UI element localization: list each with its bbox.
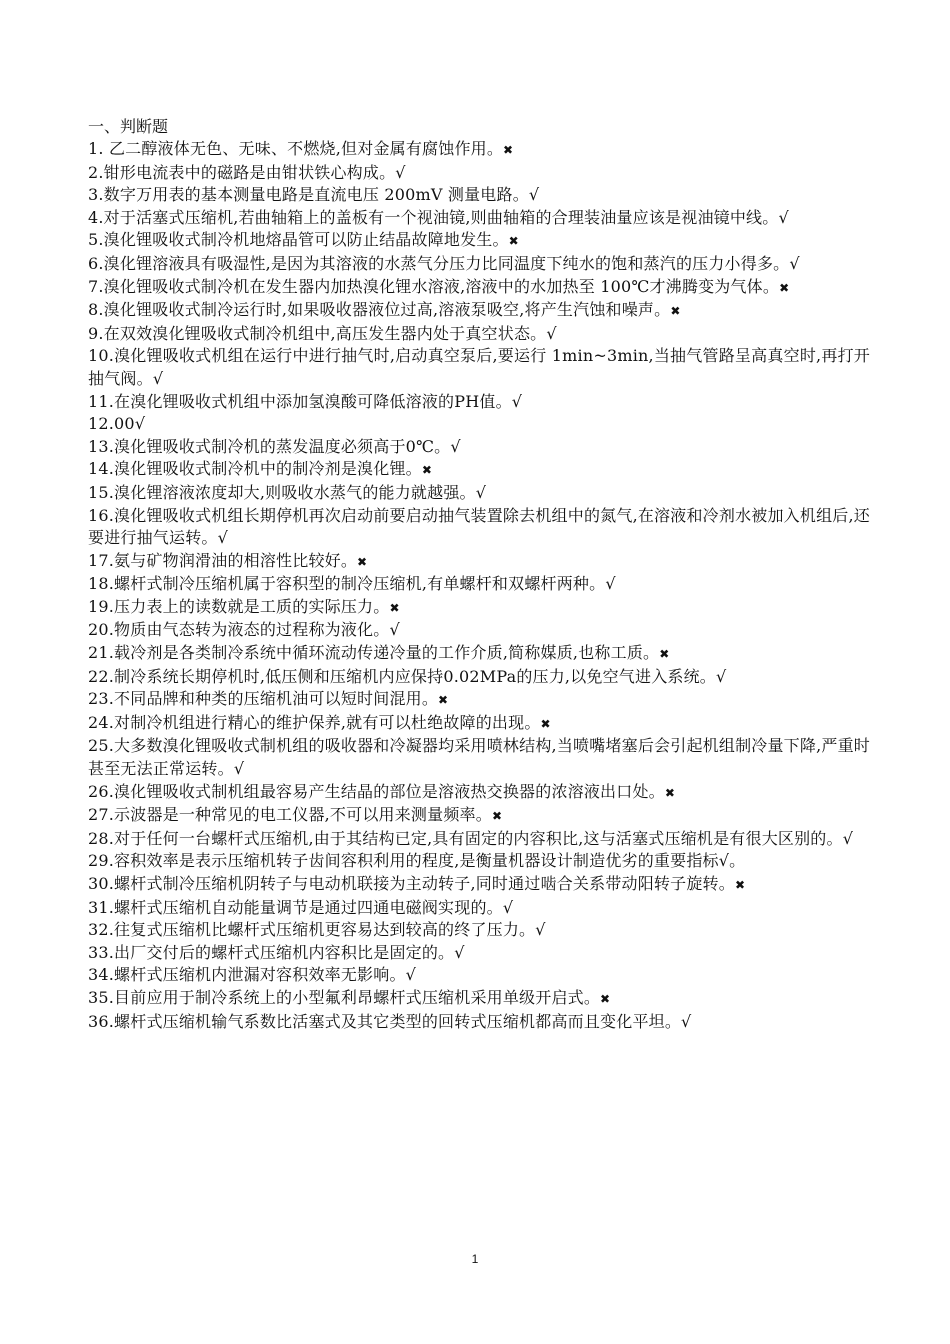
cross-mark-icon: ✖ <box>438 693 449 708</box>
question-text: 22.制冷系统长期停机时,低压侧和压缩机内应保持0.02MPa的压力,以免空气进入系统。 <box>88 666 717 686</box>
question-item <box>88 828 870 851</box>
question-item <box>88 505 870 550</box>
cross-mark-icon: ✖ <box>389 600 400 615</box>
question-text: 5.溴化锂吸收式制冷机地熔晶管可以防止结晶故障地发生。 <box>88 230 509 250</box>
question-text: 20.物质由气态转为液态的过程称为液化。 <box>88 620 390 640</box>
question-text: 11.在溴化锂吸收式机组中添加氢溴酸可降低溶液的PH值。 <box>88 391 512 411</box>
question-text: 30.螺杆式制冷压缩机阴转子与电动机联接为主动转子,同时通过啮合关系带动阳转子旋转。 <box>88 874 735 893</box>
question-item <box>88 596 870 620</box>
question-text: 24.对制冷机组进行精心的维护保养,就有可以杜绝故障的出现。 <box>88 712 541 732</box>
question-text: 31.螺杆式压缩机自动能量调节是通过四通电磁阀实现的。 <box>88 897 503 917</box>
question-item <box>88 781 870 805</box>
question-item <box>88 550 870 574</box>
question-item <box>88 138 870 162</box>
question-text: 4.对于活塞式压缩机,若曲轴箱上的盖板有一个视油镜,则曲轴箱的合理装油量应该是视油镜中线。 <box>88 207 779 227</box>
question-text: 23.不同品牌和种类的压缩机油可以短时间混用。 <box>88 689 439 709</box>
check-mark-icon: √ <box>454 942 465 962</box>
question-item <box>88 573 870 596</box>
question-item <box>88 323 870 346</box>
question-text: 12.00 <box>88 414 135 434</box>
question-item <box>88 666 870 689</box>
question-text: 21.载冷剂是各类制冷系统中循环流动传递冷量的工作介质,简称媒质,也称工质。 <box>88 643 660 663</box>
check-mark-icon: √ <box>535 920 546 940</box>
question-text: 6.溴化锂溶液具有吸湿性,是因为其溶液的水蒸气分压力比同温度下纯水的饱和蒸汽的压力小得多。 <box>88 253 790 273</box>
question-text: 36.螺杆式压缩机输气系数比活塞式及其它类型的回转式压缩机都高而且变化平坦。 <box>88 1011 682 1031</box>
question-text: 33.出厂交付后的螺杆式压缩机内容积比是固定的。 <box>88 942 455 962</box>
question-text: 14.溴化锂吸收式制冷机中的制冷剂是溴化锂。 <box>88 459 422 479</box>
question-text: 35.目前应用于制冷系统上的小型氟利昂螺杆式压缩机采用单级开启式。 <box>88 987 601 1007</box>
check-mark-icon: √ <box>217 528 229 548</box>
document-page <box>88 116 870 1033</box>
cross-mark-icon: ✖ <box>491 809 503 824</box>
check-mark-icon: √ <box>233 759 245 779</box>
question-item <box>88 942 870 965</box>
check-mark-icon: √ <box>405 965 417 985</box>
question-item <box>88 276 870 300</box>
question-text: 16.溴化锂吸收式机组长期停机再次启动前要启动抽气装置除去机组中的氮气,在溶液和冷剂水被加入机组后,还要进行抽气运转。 <box>88 505 870 548</box>
question-item <box>88 184 870 207</box>
question-text: 32.往复式压缩机比螺杆式压缩机更容易达到较高的终了压力。 <box>88 920 536 940</box>
question-item <box>88 207 870 230</box>
question-item <box>88 391 870 414</box>
question-text: 29.容积效率是表示压缩机转子齿间容积利用的程度,是衡量机器设计制造优劣的重要指标 <box>88 851 719 871</box>
question-text: 2.钳形电流表中的磁路是由钳状铁心构成。 <box>88 162 396 182</box>
question-item <box>88 162 870 185</box>
cross-mark-icon: ✖ <box>659 647 670 662</box>
question-item <box>88 458 870 482</box>
cross-mark-icon: ✖ <box>664 785 676 800</box>
check-mark-icon: √ <box>502 897 514 917</box>
question-text: 9.在双效溴化锂吸收式制冷机组中,高压发生器内处于真空状态。 <box>88 323 547 343</box>
question-item <box>88 642 870 666</box>
question-item <box>88 919 870 942</box>
question-text: 18.螺杆式制冷压缩机属于容积型的制冷压缩机,有单螺杆和双螺杆两种。 <box>88 574 606 594</box>
question-item <box>88 253 870 276</box>
check-mark-icon: √ <box>842 828 854 848</box>
check-mark-icon: √ <box>789 253 800 273</box>
check-mark-icon: √ <box>605 574 616 594</box>
section-title: 一、判断题 <box>88 117 169 136</box>
check-mark-icon: √ <box>681 1011 692 1031</box>
question-text: 13.溴化锂吸收式制冷机的蒸发温度必须高于0℃。 <box>88 436 451 456</box>
question-text: 8.溴化锂吸收式制冷运行时,如果吸收器液位过高,溶液泵吸空,将产生汽蚀和噪声。 <box>88 300 671 320</box>
check-mark-icon: √ <box>716 666 727 686</box>
question-text: 10.溴化锂吸收式机组在运行中进行抽气时,启动真空泵后,要运行 1min~3min,当抽气管路呈高真空时,再打开抽气阀。 <box>88 346 870 388</box>
check-mark-icon: √ <box>134 414 146 434</box>
question-item <box>88 688 870 712</box>
cross-mark-icon: ✖ <box>540 716 551 731</box>
question-text: 15.溴化锂溶液浓度却大,则吸收水蒸气的能力就越强。 <box>88 482 476 502</box>
check-mark-icon: √ <box>389 620 400 640</box>
question-text: 3.数字万用表的基本测量电路是直流电压 200mV 测量电路。 <box>88 185 529 205</box>
question-item <box>88 897 870 920</box>
question-item <box>88 1011 870 1034</box>
check-mark-icon: √。 <box>718 851 746 871</box>
question-text: 7.溴化锂吸收式制冷机在发生器内加热溴化锂水溶液,溶液中的水加热至 100℃才沸腾变为气体。 <box>88 276 780 296</box>
question-item <box>88 619 870 642</box>
cross-mark-icon: ✖ <box>734 878 746 892</box>
question-item <box>88 712 870 736</box>
question-list <box>88 138 870 1033</box>
question-item <box>88 345 870 390</box>
check-mark-icon: √ <box>546 323 557 343</box>
check-mark-icon: √ <box>395 162 406 182</box>
page-number: 1 <box>471 1252 479 1266</box>
cross-mark-icon: ✖ <box>670 304 681 319</box>
question-text: 27.示波器是一种常见的电工仪器,不可以用来测量频率。 <box>88 805 492 825</box>
cross-mark-icon: ✖ <box>600 991 611 1006</box>
question-item <box>88 482 870 505</box>
question-item <box>88 229 870 253</box>
check-mark-icon: √ <box>511 391 523 411</box>
check-mark-icon: √ <box>152 368 164 388</box>
question-item <box>88 735 870 780</box>
question-item <box>88 804 870 828</box>
question-item <box>88 850 870 873</box>
cross-mark-icon: ✖ <box>421 463 433 478</box>
question-text: 19.压力表上的读数就是工质的实际压力。 <box>88 596 390 616</box>
question-text: 26.溴化锂吸收式制机组最容易产生结晶的部位是溶液热交换器的浓溶液出口处。 <box>88 781 665 801</box>
question-text: 34.螺杆式压缩机内泄漏对容积效率无影响。 <box>88 965 406 985</box>
question-item <box>88 436 870 459</box>
question-text: 25.大多数溴化锂吸收式制机组的吸收器和冷凝器均采用喷林结构,当喷嘴堵塞后会引起机组制冷量下降,严重时甚至无法正常运转。 <box>88 736 870 779</box>
question-text: 17.氨与矿物润滑油的相溶性比较好。 <box>88 550 358 570</box>
check-mark-icon: √ <box>778 207 789 227</box>
question-item <box>88 413 870 436</box>
check-mark-icon: √ <box>475 482 487 502</box>
question-text: 28.对于任何一台螺杆式压缩机,由于其结构已定,具有固定的内容积比,这与活塞式压缩机是有很大区别的。 <box>88 828 843 848</box>
cross-mark-icon: ✖ <box>779 280 790 295</box>
question-text: 1. 乙二醇液体无色、无味、不燃烧,但对金属有腐蚀作用。 <box>88 139 504 158</box>
question-item <box>88 873 870 897</box>
question-item <box>88 299 870 323</box>
cross-mark-icon: ✖ <box>503 143 514 157</box>
check-mark-icon: √ <box>528 185 540 205</box>
check-mark-icon: √ <box>450 436 461 456</box>
cross-mark-icon: ✖ <box>357 554 368 569</box>
question-item <box>88 987 870 1011</box>
question-item <box>88 964 870 987</box>
cross-mark-icon: ✖ <box>508 234 519 249</box>
